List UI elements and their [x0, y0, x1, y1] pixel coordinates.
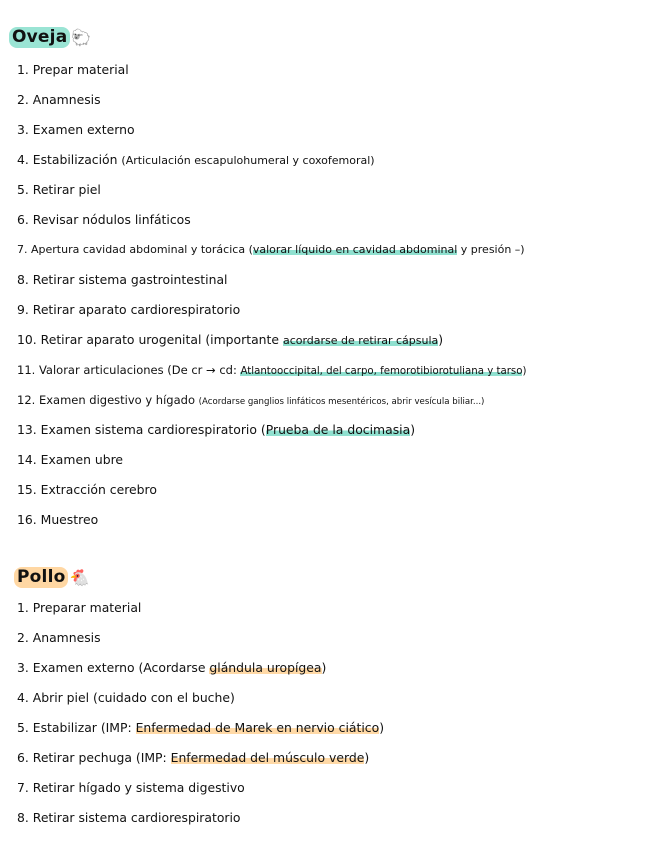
list-item: 5. Retirar piel: [17, 182, 101, 197]
highlighted-text: valorar líquido en cavidad abdominal: [252, 243, 458, 256]
list-item: 15. Extracción cerebro: [17, 482, 157, 497]
list-item: 3. Examen externo: [17, 122, 135, 137]
list-item: 8. Retirar sistema cardiorespiratorio: [17, 810, 241, 825]
list-item: 3. Examen externo (Acordarse glándula uropígea): [17, 660, 327, 675]
item-note: (Acordarse ganglios linfáticos mesentéricos, abrir vesícula biliar...): [198, 397, 485, 407]
oveja-title-highlight: [9, 27, 70, 48]
pollo-title-text: Pollo: [17, 567, 66, 587]
list-item: 8. Retirar sistema gastrointestinal: [17, 272, 228, 287]
list-item: 4. Estabilización (Articulación escapulohumeral y coxofemoral): [17, 152, 375, 167]
highlighted-text: acordarse de retirar cápsula: [282, 334, 439, 347]
highlighted-text: glándula uropígea: [209, 660, 322, 675]
list-item: 4. Abrir piel (cuidado con el buche): [17, 690, 235, 705]
list-item: 7. Retirar hígado y sistema digestivo: [17, 780, 245, 795]
list-item: 14. Examen ubre: [17, 452, 124, 467]
list-item: 6. Revisar nódulos linfáticos: [17, 212, 191, 227]
sheep-icon: 🐑: [71, 28, 92, 47]
highlighted-text: Enfermedad del músculo verde: [170, 750, 365, 765]
oveja-title-text: Oveja: [12, 27, 68, 47]
list-item: 5. Estabilizar (IMP: Enfermedad de Marek en nervio ciático): [17, 720, 385, 735]
list-item: 13. Examen sistema cardiorespiratorio (Prueba de la docimasia): [17, 422, 416, 437]
oveja-steps-list: [17, 60, 526, 540]
list-item: 1. Prepar material: [17, 62, 129, 77]
highlighted-text: Atlantooccipital, del carpo, femorotibiorotuliana y tarso: [240, 366, 523, 377]
item-note: (Articulación escapulohumeral y coxofemoral): [121, 154, 375, 167]
list-item: 6. Retirar pechuga (IMP: Enfermedad del músculo verde): [17, 750, 370, 765]
list-item: 2. Anamnesis: [17, 630, 101, 645]
list-item: 16. Muestreo: [17, 512, 99, 527]
list-item: 12. Examen digestivo y hígado (Acordarse ganglios linfáticos mesentéricos, abrir vesícula biliar...): [17, 393, 485, 407]
list-item: 11. Valorar articulaciones (De cr → cd: Atlantooccipital, del carpo, femorotibiorotuliana y tarso): [17, 363, 527, 377]
list-item: 1. Preparar material: [17, 600, 142, 615]
chicken-icon: 🐔: [69, 568, 90, 587]
highlighted-text: Prueba de la docimasia: [265, 422, 411, 437]
section-title-pollo: [14, 567, 90, 588]
list-item: 7. Apertura cavidad abdominal y torácica (valorar líquido en cavidad abdominal y presión –): [17, 243, 525, 256]
list-item: 10. Retirar aparato urogenital (importante acordarse de retirar cápsula): [17, 332, 444, 347]
section-title-oveja: [9, 27, 92, 48]
list-item: 9. Retirar aparato cardiorespiratorio: [17, 302, 241, 317]
pollo-steps-list: [17, 598, 384, 838]
highlighted-text: Enfermedad de Marek en nervio ciático: [135, 720, 380, 735]
list-item: 2. Anamnesis: [17, 92, 101, 107]
pollo-title-highlight: [14, 567, 68, 588]
